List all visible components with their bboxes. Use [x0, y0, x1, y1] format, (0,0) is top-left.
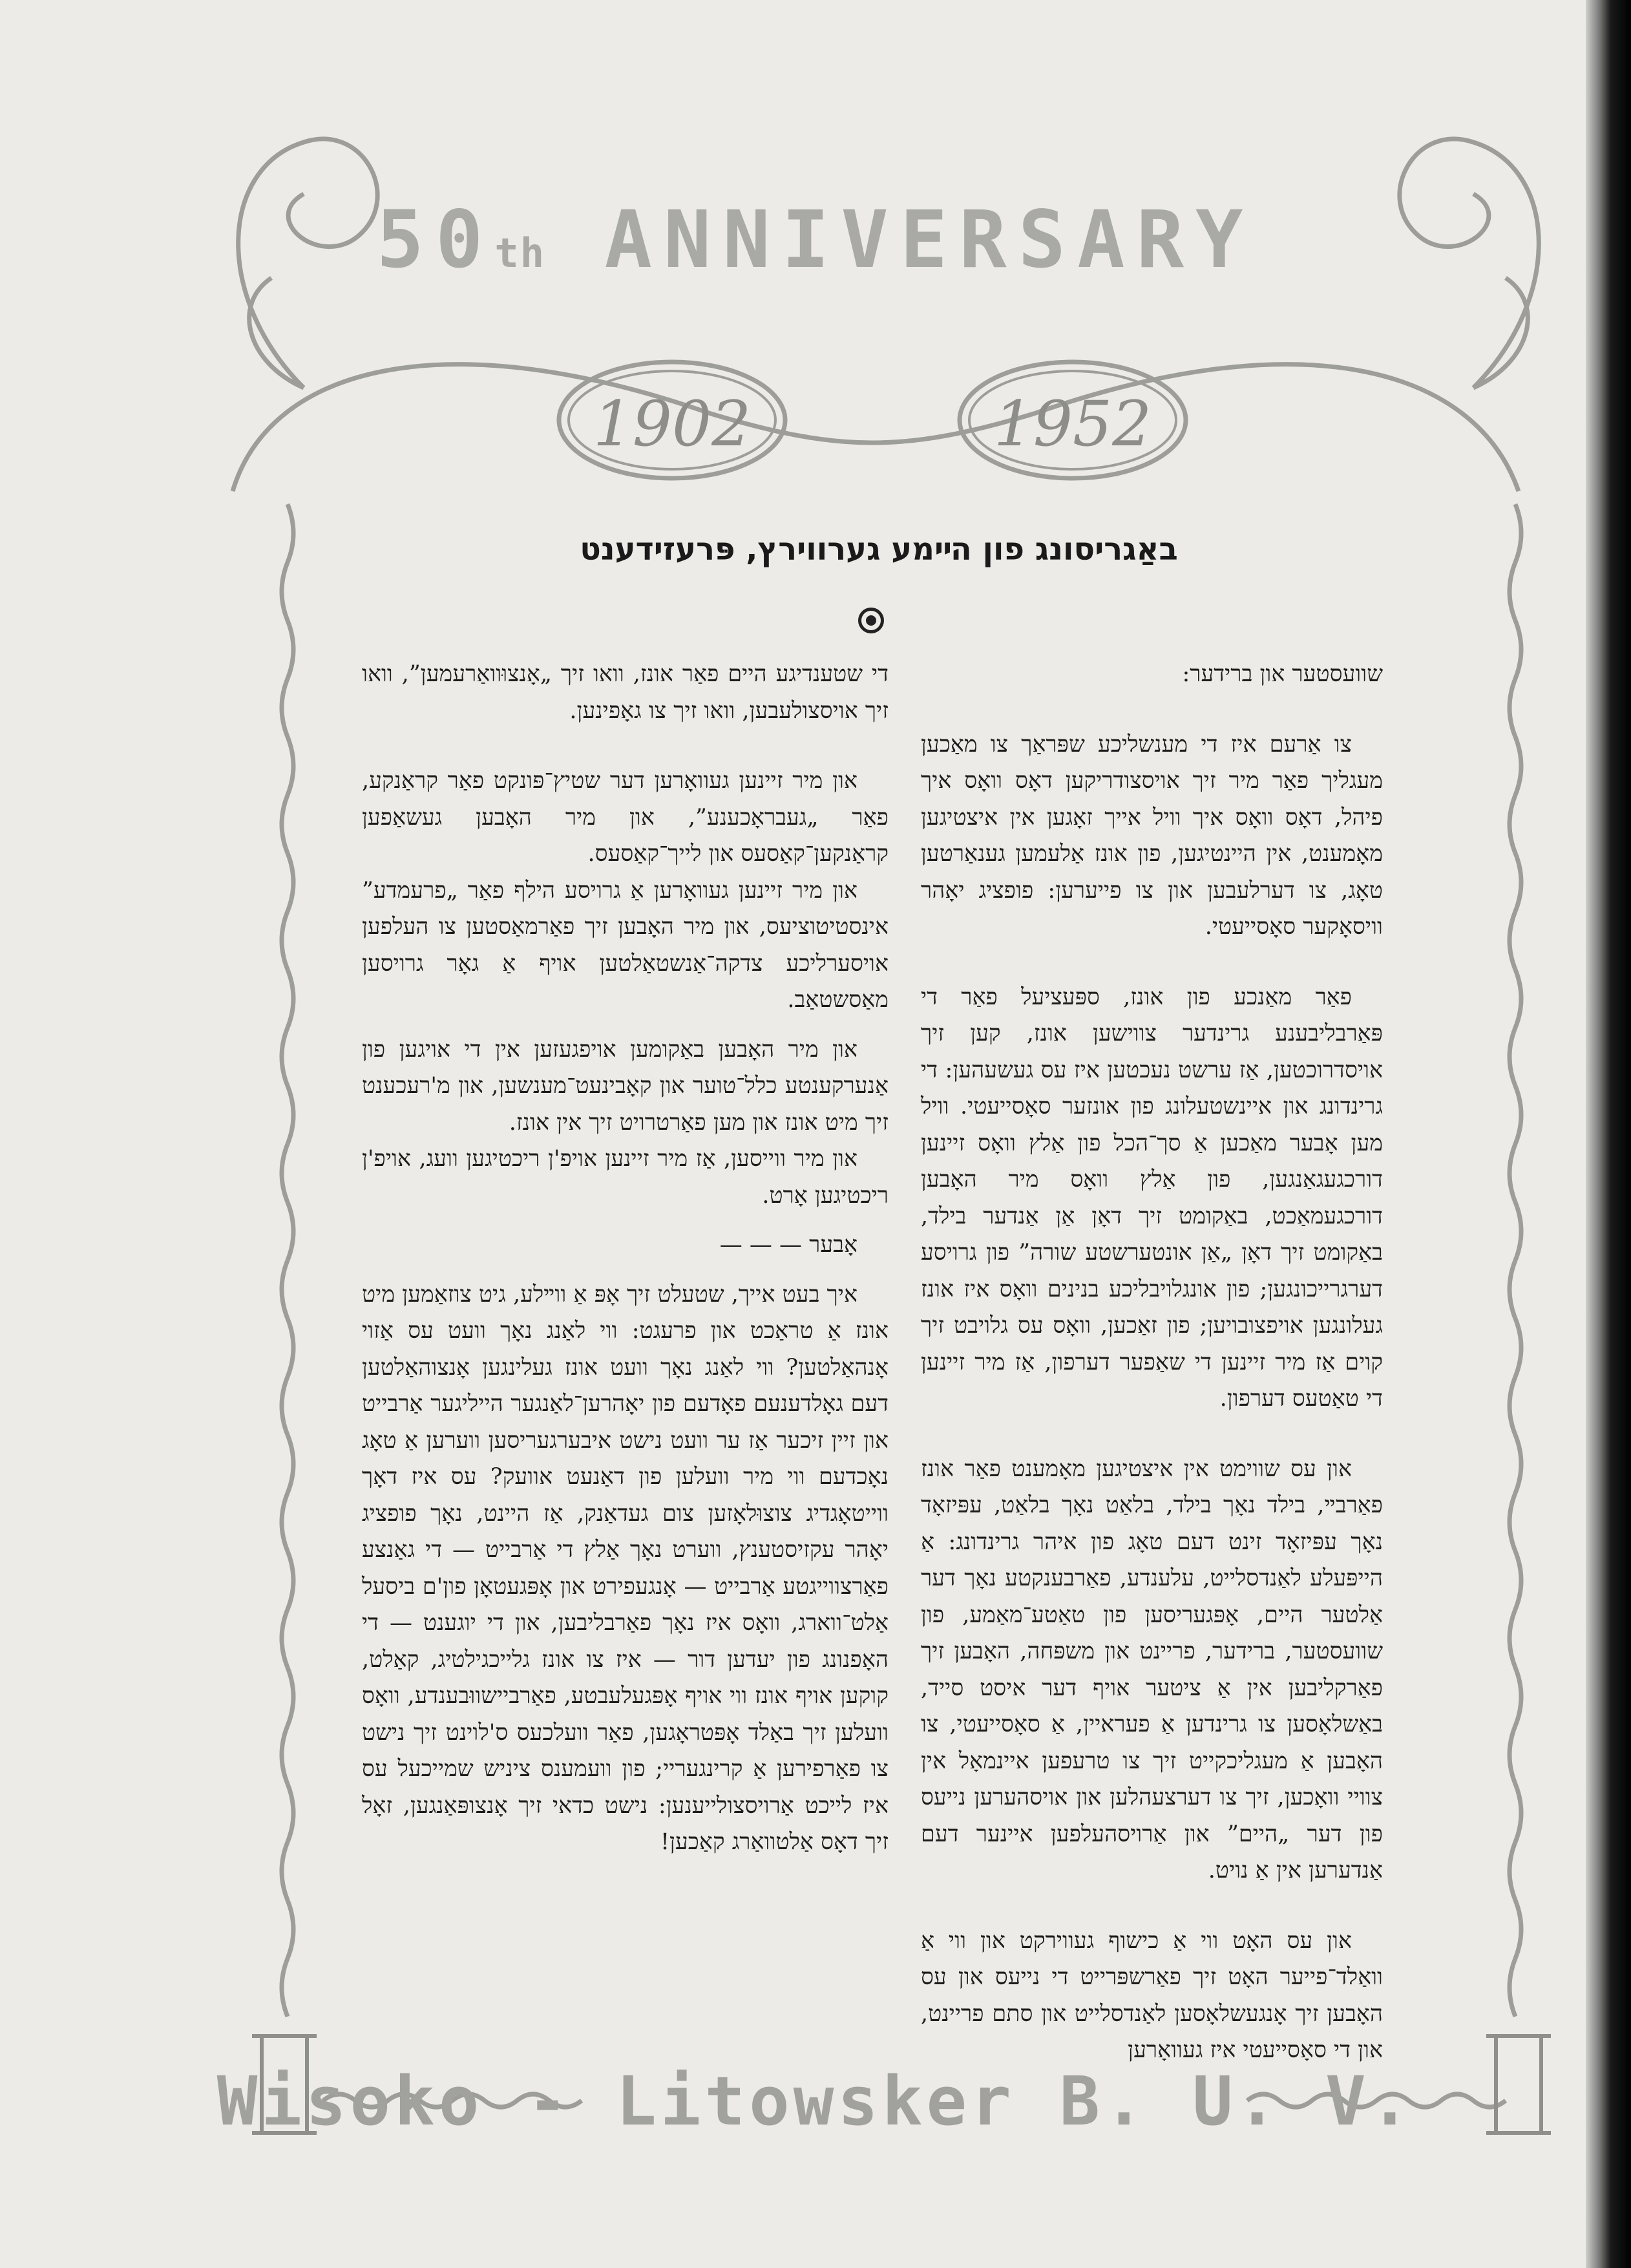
dash-separator: אָבער — — —	[719, 1232, 858, 1258]
heading-bullet-ornament	[858, 608, 884, 633]
paragraph: פאַר מאַנכע פון אונז, ספּעציעל פאַר די פּאַרבליבענע גרינדער צווישען אונז, קען זיך אויסדרוכטען, אַז ערשט נעכטען איז עס געשעהען: די גרינדונג און איינשטעלונג פון אונזער סאָסייעטי. וויל מען אָבער מאַכען אַ סך־הכל פון אַלץ וואָס זיינען דורכגעגאַנגען, פון אַלץ וואָס מיר האָבען דורכגעמאַכט, באַקומט זיך דאָן אַן אַנדער בילד, באַקומט זיך דאָן „אַן אונטערשטע שורה” פון גרויסע דערגרייכונגען; פון אונגלויבליכע בנינים וואָס איז אונז געלונגען אויפצובויען; פון זאַכען, וואָס עס גלויבט זיך קוים אַז מיר זיינען די שאַפער דערפון, אַז מיר זיינען די טאַטעס דערפון.	[921, 984, 1383, 1412]
year-start: 1902	[593, 388, 752, 460]
article-column-left	[362, 656, 889, 1861]
paragraph: און עס האָט ווי אַ כישוף געווירקט און ווי אַ וואַלד־פייער האָט זיך פאַרשפּרייט די נייעס און עס האָבען זיך אָנגעשלאָסען לאַנדסלייט און סתם פריינט, און די סאָסייעטי איז געוואָרען	[921, 1927, 1383, 2063]
society-name-footer: Wisoko - Litowsker B. U. V.	[216, 2062, 1415, 2141]
article-heading: באַגריסונג פון הײמע גערווירץ, פּרעזידענט	[580, 531, 1178, 567]
paragraph: און מיר ווייסען, אַז מיר זיינען אויפ'ן ריכטיגען וועג, אויפ'ן ריכטיגען אָרט.	[362, 1146, 889, 1209]
salutation: שוועסטער און ברידער:	[1182, 661, 1383, 687]
article-column-right	[921, 656, 1383, 2069]
anniversary-number: 50	[376, 194, 495, 286]
paragraph: און מיר זיינען געוואָרען דער שטיץ־פּונקט פאַר קראַנקע, פאַר „געבראָכענע”, און מיר האָבען געשאַפען קראַנקען־קאַסעס און לייך־קאַסעס.	[362, 768, 889, 867]
paragraph: און מיר זיינען געוואָרען אַ גרויסע הילף פאַר „פרעמדע” אינסטיטוציעס, און מיר האָבען זיך פאַרמאַסטען צו העלפען אויסערליכע צדקה־אַנשטאַלטען אויף אַ גאָר גרויסען מאַסשטאַב.	[362, 877, 889, 1013]
paragraph: צו אַרעם איז די מענשליכע שפּראַך צו מאַכען מעגליך פאַר מיר זיך אויסצודריקען דאָס וואָס איך פיהל, דאָס וואָס איך וויל אייך זאָגען אין איצטיגען מאָמענט, אין היינטיגען, פון אונז אַלעמען גענאַרטען טאָג, צו דערלעבען און צו פייערען: פופציג יאָהר וויסאָקער סאָסייעטי.	[921, 731, 1383, 940]
anniversary-word: ANNIVERSARY	[545, 194, 1255, 286]
anniversary-ordinal-suffix: th	[494, 229, 546, 277]
paragraph: די שטענדיגע היים פאַר אונז, וואו זיך „אָנצוּוואַרעמען”, וואו זיך אויסצולעבען, וואו זיך צו גאָפינען.	[362, 661, 889, 724]
year-end: 1952	[993, 388, 1152, 460]
paragraph: איך בעט אייך, שטעלט זיך אָפּ אַ ווײלע, גיט צוזאַמען מיט אונז אַ טראַכט און פרעגט: ווי לאַנג נאָך וועט עס אַזוי אָנהאַלטען? ווי לאַנג נאָך וועט אונז געלינגען אָנצוהאַלטען דעם גאָלדענעם פאָדעם פון יאָהרען־לאַנגער הייליגער אַרבייט און זיין זיכער אַז ער וועט נישט איבערגעריסען ווערען אַ טאָג נאָכדעם ווי מיר וועלען פון דאַנעט אוועק? עס איז דאָך ווייטאָגדיג צוצוּלאָזען צום געדאַנק, אַז היינט, נאָך פופציג יאָהר עקזיסטענץ, ווערט נאָך אַלץ די אַרבייט — די גאַנצע פאַרצווייגטע אַרבייט — אָנגעפירט און אָפּגעטאָן פון'ם ביסעל אַלט־ווארג, וואָס איז נאָך פאַרבליבען, און די יוגענט — די האָפנונג פון יעדען דור — איז צו אונז גלייכגילטיג, קאַלט, קוקען אויף אונז ווי אויף אָפּגעלעבטע, פאַרביישווּבענדע, וואָס וועלען זיך באַלד אָפּטראָגען, פאַר וועלכעס ס'לוינט זיך נישט צו פאַרפירען אַ קרינגעריי; פון וועמענס ציניש שמייכעל עס איז לייכט אַרויסצולייענען: נישט כדאי זיך אָנצופּאַנגען, זאָל זיך דאָס אַלטוואַרג קאַכען!	[362, 1281, 889, 1855]
paragraph: און עס שווימט אין איצטיגען מאָמענט פאַר אונז פאַרבײ, בילד נאָך בילד, בלאַט נאָך בלאַט, עפּיזאָד נאָך עפּיזאָד זינט דעם טאָג פון איהר גרינדונג: אַ הייפּעלע לאַנדסלייט, עלענדע, פאַרבענקטע נאָך דער אַלטער היים, אָפּגעריסען פון טאַטע־מאַמע, פון שוועסטער, ברידער, פריינט און משפּחה, האָבען זיך פאַרקליבען אין אַ ציטער אויף דער איסט סייד, באַשלאָסען צו גרינדען אַ פעראיין, אַ סאָסייעטי, צו האָבען אַ מעגליכקייט זיך צו טרעפען איינמאָל אין צוויי וואָכען, זיך צו דערצעהלען און אויסהערען נייעס פון דער „היים” און אַרויסהעלפען איינער דעם אַנדערען אין אַ נויט.	[921, 1456, 1383, 1883]
paragraph: און מיר האָבען באַקומען אויפגעזען אין די אויגען פון אַנערקענטע כלל־טוער און קאָבינעט־מענשען, און מ'רעכענט זיך מיט אונז און מען פאַרטרויט זיך אין אונז.	[362, 1036, 889, 1136]
anniversary-title	[0, 194, 1631, 286]
